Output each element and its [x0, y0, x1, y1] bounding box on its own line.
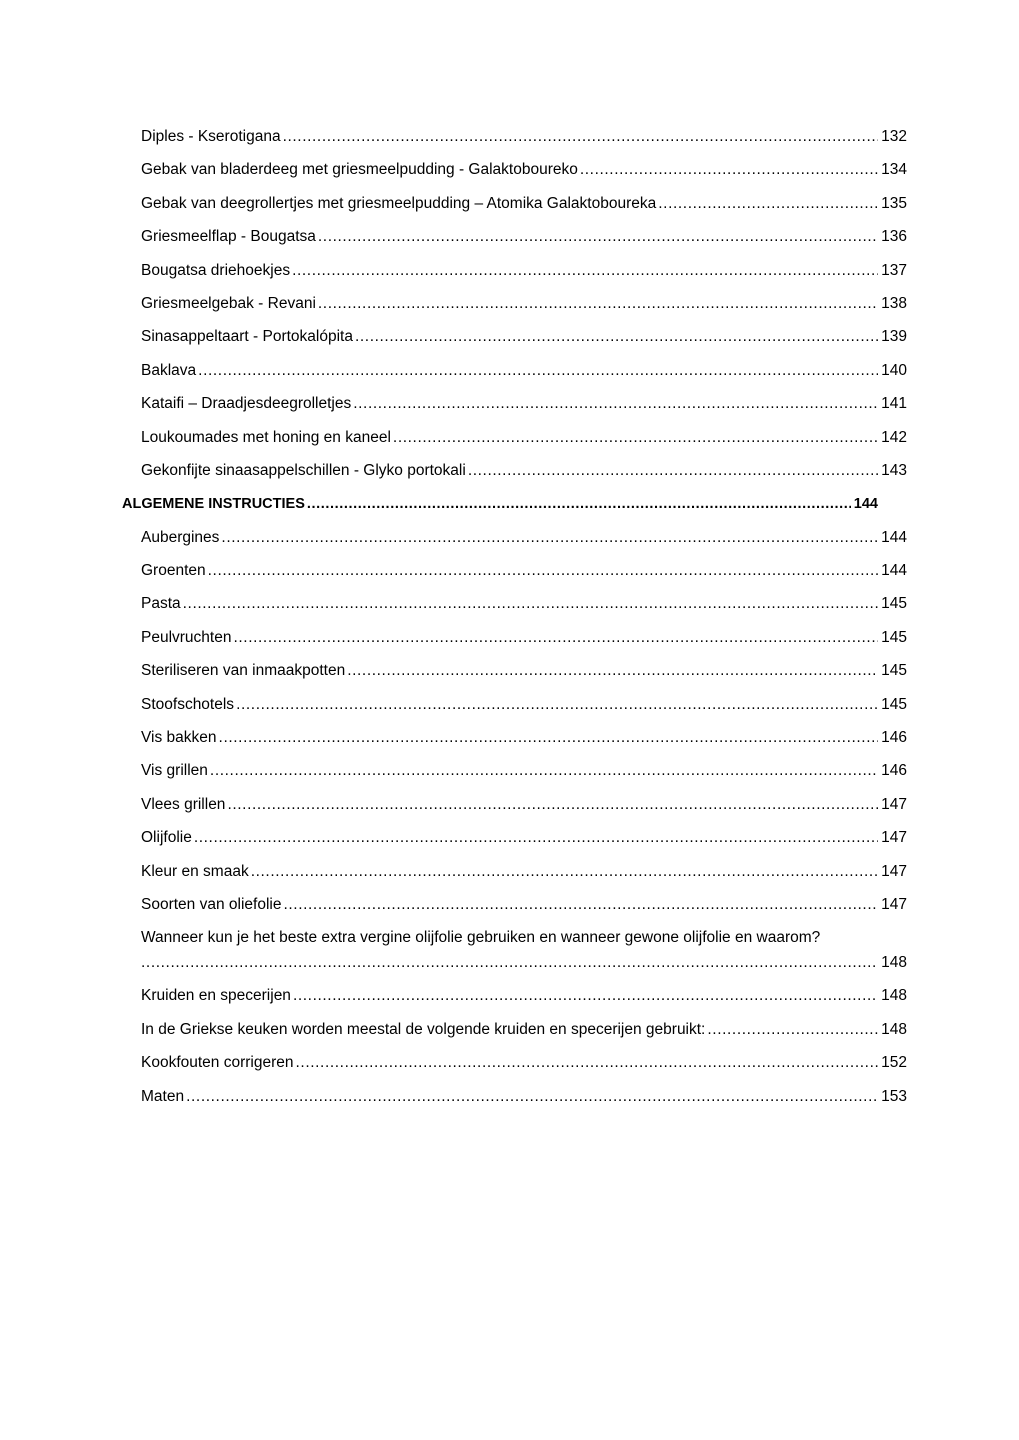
toc-entry-page: 148 — [881, 987, 907, 1005]
toc-entry-page: 141 — [881, 395, 907, 413]
toc-entry-page: 139 — [881, 328, 907, 346]
toc-leader-dots — [318, 224, 878, 250]
toc-entry[interactable] — [0, 981, 1019, 1014]
toc-entry-page: 145 — [881, 662, 907, 680]
toc-entry-page: 136 — [881, 228, 907, 246]
toc-entry-title: Griesmeelflap - Bougatsa — [141, 228, 316, 246]
toc-entry-page: 146 — [881, 729, 907, 747]
toc-entry-title: Aubergines — [141, 528, 220, 546]
toc-entry[interactable] — [0, 523, 1019, 556]
toc-entry[interactable] — [0, 322, 1019, 355]
toc-entry-page: 144 — [881, 562, 907, 580]
toc-entry-title: Kookfouten corrigeren — [141, 1054, 294, 1072]
toc-entry[interactable] — [0, 790, 1019, 823]
toc-leader-dots — [198, 358, 878, 384]
toc-entry-page: 145 — [881, 695, 907, 713]
toc-leader-dots — [186, 1084, 878, 1110]
toc-entry[interactable] — [0, 289, 1019, 322]
toc-entry-page: 135 — [881, 194, 907, 212]
toc-entry-title: Pasta — [141, 595, 181, 613]
toc-entry-title: Steriliseren van inmaakpotten — [141, 662, 346, 680]
toc-leader-dots — [233, 625, 878, 651]
toc-entry[interactable] — [0, 155, 1019, 188]
toc-entry-page: 147 — [881, 862, 907, 880]
toc-leader-dots — [141, 950, 878, 976]
toc-entry-title: Baklava — [141, 361, 197, 379]
toc-entry[interactable] — [0, 456, 1019, 489]
toc-entry-title: Bougatsa driehoekjes — [141, 261, 291, 279]
toc-leader-dots — [347, 658, 878, 684]
toc-entry-page: 148 — [881, 954, 907, 972]
toc-entry-title: Vlees grillen — [141, 795, 226, 813]
toc-leader-dots — [318, 291, 878, 317]
table-of-contents — [0, 122, 1019, 1115]
toc-entry-title: In de Griekse keuken worden meestal de volgende kruiden en specerijen gebruikt: — [141, 1020, 706, 1038]
toc-entry-title: Kataifi – Draadjesdeegrolletjes — [141, 395, 352, 413]
toc-section-title: ALGEMENE INSTRUCTIES — [122, 496, 305, 513]
toc-entry-title: Soorten van oliefolie — [141, 895, 282, 913]
toc-entry[interactable] — [0, 356, 1019, 389]
toc-entry-title: Groenten — [141, 562, 206, 580]
toc-entry[interactable] — [0, 189, 1019, 222]
toc-entry-page: 143 — [881, 461, 907, 479]
toc-entry-title: Maten — [141, 1087, 185, 1105]
toc-leader-dots — [210, 758, 878, 784]
toc-leader-dots — [658, 191, 878, 217]
toc-entry[interactable] — [0, 256, 1019, 289]
toc-entry-title: Gekonfijte sinaasappelschillen - Glyko portokali — [141, 461, 466, 479]
toc-entry-title: Stoofschotels — [141, 695, 235, 713]
toc-entry-page: 147 — [881, 895, 907, 913]
toc-leader-dots — [296, 1050, 879, 1076]
toc-entry[interactable] — [0, 423, 1019, 456]
toc-entry-page: 147 — [881, 795, 907, 813]
toc-entry-page: 146 — [881, 762, 907, 780]
toc-entry-page: 140 — [881, 361, 907, 379]
toc-leader-dots — [707, 1017, 878, 1043]
toc-entry[interactable] — [0, 723, 1019, 756]
toc-entry[interactable] — [0, 857, 1019, 890]
toc-entry[interactable] — [0, 389, 1019, 422]
toc-entry-title: Loukoumades met honing en kaneel — [141, 428, 391, 446]
toc-leader-dots — [227, 792, 878, 818]
toc-entry-title: Kleur en smaak — [141, 862, 249, 880]
toc-entry-page: 152 — [881, 1054, 907, 1072]
toc-entry-title: Peulvruchten — [141, 628, 232, 646]
toc-section-heading[interactable] — [0, 489, 1019, 522]
toc-entry-page: 145 — [881, 595, 907, 613]
toc-leader-dots — [292, 258, 878, 284]
toc-entry-title: Diples - Kserotigana — [141, 128, 281, 145]
toc-entry-page: 145 — [881, 628, 907, 646]
toc-entry-page: 138 — [881, 294, 907, 312]
toc-entry-title: Gebak van deegrollertjes met griesmeelpudding – Atomika Galaktoboureka — [141, 194, 657, 212]
toc-leader-dots — [580, 157, 878, 183]
toc-leader-dots — [353, 391, 878, 417]
toc-entry-page: 137 — [881, 261, 907, 279]
toc-leader-dots — [251, 859, 878, 885]
toc-entry[interactable] — [0, 1082, 1019, 1115]
toc-entry[interactable] — [0, 623, 1019, 656]
toc-leader-dots — [283, 124, 879, 150]
toc-leader-dots — [468, 458, 878, 484]
toc-entry-title: Wanneer kun je het beste extra vergine olijfolie gebruiken en wanneer gewone olijfolie en waarom? — [141, 929, 821, 947]
toc-entry[interactable] — [0, 122, 1019, 155]
toc-leader-dots — [307, 491, 851, 517]
toc-entry[interactable] — [0, 890, 1019, 923]
toc-entry-title: Vis bakken — [141, 729, 217, 747]
toc-leader-dots — [208, 558, 878, 584]
toc-leader-dots — [393, 425, 878, 451]
toc-leader-dots — [221, 525, 878, 551]
toc-entry-title: Vis grillen — [141, 762, 208, 780]
toc-entry-title: Kruiden en specerijen — [141, 987, 291, 1005]
toc-entry-title: Sinasappeltaart - Portokalópita — [141, 328, 353, 346]
toc-entry[interactable] — [0, 556, 1019, 589]
toc-leader-dots — [183, 591, 878, 617]
toc-entry[interactable] — [0, 823, 1019, 856]
toc-entry-page: 132 — [881, 128, 907, 145]
toc-entry-page: 144 — [881, 528, 907, 546]
toc-entry-page: 153 — [881, 1087, 907, 1105]
toc-leader-dots — [293, 983, 878, 1009]
toc-entry-title: Gebak van bladerdeeg met griesmeelpudding - Galaktoboureko — [141, 161, 578, 179]
toc-entry-page: 148 — [881, 1020, 907, 1038]
toc-entry[interactable] — [0, 1048, 1019, 1081]
toc-entry-title: Griesmeelgebak - Revani — [141, 294, 316, 312]
toc-leader-dots — [355, 324, 878, 350]
toc-entry-page: 134 — [881, 161, 907, 179]
toc-entry-page: 142 — [881, 428, 907, 446]
toc-section-page: 144 — [853, 496, 878, 513]
toc-leader-dots — [236, 692, 878, 718]
toc-entry[interactable] — [0, 690, 1019, 723]
toc-leader-dots — [219, 725, 879, 751]
toc-entry[interactable] — [0, 1015, 1019, 1048]
toc-entry[interactable] — [0, 656, 1019, 689]
toc-entry-title: Olijfolie — [141, 829, 192, 847]
toc-entry[interactable] — [0, 589, 1019, 622]
toc-entry[interactable] — [0, 756, 1019, 789]
toc-entry[interactable] — [0, 222, 1019, 255]
toc-leader-dots — [283, 892, 878, 918]
toc-leader-dots — [194, 825, 878, 851]
toc-entry-wrapped[interactable] — [0, 923, 1019, 981]
toc-entry-page: 147 — [881, 829, 907, 847]
